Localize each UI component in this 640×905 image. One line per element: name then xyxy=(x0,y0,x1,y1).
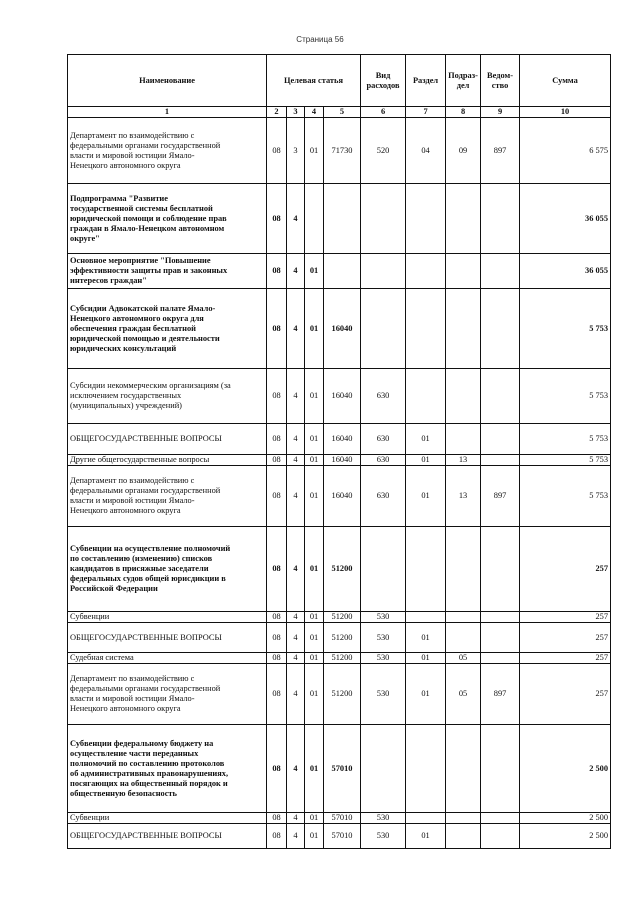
cell-sum: 257 xyxy=(520,623,611,653)
cell-target-direction: 16040 xyxy=(324,424,361,455)
cell-target-program: 08 xyxy=(267,725,287,813)
cell-target-measure: 01 xyxy=(305,118,324,184)
cell-target-subprogram: 4 xyxy=(287,424,305,455)
cell-department: 897 xyxy=(481,118,520,184)
table-row xyxy=(68,184,611,254)
cell-target-direction: 16040 xyxy=(324,466,361,527)
cell-sum: 2 500 xyxy=(520,813,611,824)
cell-section: 01 xyxy=(406,623,446,653)
cell-section xyxy=(406,527,446,612)
cell-name: Субвенции xyxy=(68,612,267,623)
cell-target-program: 08 xyxy=(267,289,287,369)
cell-expense-type xyxy=(361,289,406,369)
cell-target-direction: 51200 xyxy=(324,623,361,653)
cell-target-direction: 57010 xyxy=(324,813,361,824)
cell-name: Субсидии Адвокатской палате Ямало- Ненецкого автономного округа для обеспечения граждан бесплатной юридической помощью и деятельности юридических консультаций xyxy=(68,289,267,369)
cell-name: Департамент по взаимодействию с федеральными органами государственной власти и мировой юстиции Ямало- Ненецкого автономного округа xyxy=(68,118,267,184)
cell-subsection: 13 xyxy=(446,466,481,527)
cell-target-program: 08 xyxy=(267,813,287,824)
cell-subsection xyxy=(446,424,481,455)
table-row xyxy=(68,369,611,424)
cell-target-subprogram: 4 xyxy=(287,664,305,725)
cell-expense-type xyxy=(361,184,406,254)
cell-target-measure: 01 xyxy=(305,725,324,813)
budget-table xyxy=(67,54,611,849)
cell-target-subprogram: 4 xyxy=(287,813,305,824)
cell-department xyxy=(481,369,520,424)
cell-target-measure: 01 xyxy=(305,289,324,369)
cell-name: Другие общегосударственные вопросы xyxy=(68,455,267,466)
column-number: 3 xyxy=(287,107,305,118)
cell-subsection xyxy=(446,254,481,289)
cell-sum: 257 xyxy=(520,653,611,664)
cell-department xyxy=(481,289,520,369)
cell-target-subprogram: 4 xyxy=(287,289,305,369)
cell-section: 04 xyxy=(406,118,446,184)
cell-name: Департамент по взаимодействию с федеральными органами государственной власти и мировой юстиции Ямало- Ненецкого автономного округа xyxy=(68,664,267,725)
cell-sum: 257 xyxy=(520,612,611,623)
table-row xyxy=(68,466,611,527)
cell-target-direction: 16040 xyxy=(324,369,361,424)
cell-target-direction: 51200 xyxy=(324,653,361,664)
cell-target-direction xyxy=(324,184,361,254)
cell-department: 897 xyxy=(481,664,520,725)
cell-target-subprogram: 4 xyxy=(287,369,305,424)
column-number: 6 xyxy=(361,107,406,118)
cell-target-direction: 51200 xyxy=(324,664,361,725)
header-name: Наименование xyxy=(68,55,267,107)
table-row xyxy=(68,623,611,653)
cell-expense-type: 630 xyxy=(361,455,406,466)
header-target: Целевая статья xyxy=(267,55,361,107)
cell-section: 01 xyxy=(406,653,446,664)
cell-expense-type: 530 xyxy=(361,623,406,653)
column-number: 10 xyxy=(520,107,611,118)
cell-sum: 257 xyxy=(520,664,611,725)
cell-target-direction: 57010 xyxy=(324,725,361,813)
cell-sum: 257 xyxy=(520,527,611,612)
cell-expense-type: 630 xyxy=(361,424,406,455)
cell-target-program: 08 xyxy=(267,184,287,254)
page-number-label: Страница 56 xyxy=(296,35,344,44)
cell-target-measure: 01 xyxy=(305,466,324,527)
cell-subsection xyxy=(446,612,481,623)
cell-subsection xyxy=(446,527,481,612)
table-row xyxy=(68,664,611,725)
cell-expense-type xyxy=(361,725,406,813)
cell-target-program: 08 xyxy=(267,466,287,527)
cell-target-measure xyxy=(305,184,324,254)
cell-target-subprogram: 4 xyxy=(287,455,305,466)
cell-sum: 5 753 xyxy=(520,289,611,369)
cell-section xyxy=(406,612,446,623)
cell-expense-type: 530 xyxy=(361,612,406,623)
table-header-row xyxy=(68,55,611,107)
cell-target-measure: 01 xyxy=(305,813,324,824)
column-number: 5 xyxy=(324,107,361,118)
cell-sum: 5 753 xyxy=(520,369,611,424)
cell-target-direction: 16040 xyxy=(324,455,361,466)
cell-subsection xyxy=(446,813,481,824)
cell-subsection xyxy=(446,369,481,424)
cell-target-measure: 01 xyxy=(305,455,324,466)
table-row xyxy=(68,653,611,664)
cell-target-program: 08 xyxy=(267,369,287,424)
cell-section xyxy=(406,813,446,824)
cell-section xyxy=(406,289,446,369)
table-row xyxy=(68,118,611,184)
cell-name: Субсидии некоммерческим организациям (за исключением государственных (муниципальных) учреждений) xyxy=(68,369,267,424)
cell-target-direction: 71730 xyxy=(324,118,361,184)
cell-target-measure: 01 xyxy=(305,424,324,455)
cell-target-measure: 01 xyxy=(305,664,324,725)
cell-target-direction: 51200 xyxy=(324,612,361,623)
cell-target-measure: 01 xyxy=(305,612,324,623)
cell-expense-type xyxy=(361,527,406,612)
cell-target-subprogram: 4 xyxy=(287,824,305,849)
cell-target-measure: 01 xyxy=(305,824,324,849)
cell-name: ОБЩЕГОСУДАРСТВЕННЫЕ ВОПРОСЫ xyxy=(68,623,267,653)
cell-target-program: 08 xyxy=(267,455,287,466)
cell-subsection xyxy=(446,725,481,813)
cell-section xyxy=(406,725,446,813)
column-number: 7 xyxy=(406,107,446,118)
cell-target-measure: 01 xyxy=(305,254,324,289)
cell-section: 01 xyxy=(406,466,446,527)
cell-sum: 2 500 xyxy=(520,725,611,813)
cell-sum: 36 055 xyxy=(520,254,611,289)
table-row xyxy=(68,813,611,824)
cell-department xyxy=(481,623,520,653)
cell-subsection xyxy=(446,289,481,369)
cell-department xyxy=(481,653,520,664)
cell-section: 01 xyxy=(406,424,446,455)
cell-target-measure: 01 xyxy=(305,653,324,664)
cell-target-program: 08 xyxy=(267,623,287,653)
cell-subsection: 09 xyxy=(446,118,481,184)
cell-sum: 6 575 xyxy=(520,118,611,184)
column-number: 9 xyxy=(481,107,520,118)
cell-name: Подпрограмма "Развитие тосударственной системы бесплатной юридической помощи и соблюдение прав граждан в Ямало-Ненецком автономном округе" xyxy=(68,184,267,254)
cell-name: ОБЩЕГОСУДАРСТВЕННЫЕ ВОПРОСЫ xyxy=(68,824,267,849)
cell-expense-type: 630 xyxy=(361,466,406,527)
table-row xyxy=(68,455,611,466)
column-number: 4 xyxy=(305,107,324,118)
cell-target-measure: 01 xyxy=(305,527,324,612)
cell-target-direction: 57010 xyxy=(324,824,361,849)
cell-department xyxy=(481,824,520,849)
cell-target-direction: 16040 xyxy=(324,289,361,369)
cell-name: Судебная система xyxy=(68,653,267,664)
cell-department xyxy=(481,813,520,824)
cell-subsection: 05 xyxy=(446,664,481,725)
cell-target-subprogram: 4 xyxy=(287,254,305,289)
cell-sum: 5 753 xyxy=(520,455,611,466)
column-number: 8 xyxy=(446,107,481,118)
cell-name: Субвенции на осуществление полномочий по составлению (изменению) списков кандидатов в присяжные заседатели федеральных судов общей юрисдикции в Российской Федерации xyxy=(68,527,267,612)
cell-subsection xyxy=(446,184,481,254)
cell-expense-type xyxy=(361,254,406,289)
cell-department xyxy=(481,725,520,813)
table-row xyxy=(68,289,611,369)
column-number: 2 xyxy=(267,107,287,118)
cell-sum: 5 753 xyxy=(520,424,611,455)
header-vedomstvo: Ведом- ство xyxy=(481,55,520,107)
cell-section xyxy=(406,254,446,289)
column-number: 1 xyxy=(68,107,267,118)
table-row xyxy=(68,424,611,455)
cell-section: 01 xyxy=(406,455,446,466)
cell-section xyxy=(406,369,446,424)
cell-department: 897 xyxy=(481,466,520,527)
header-podrazdel: Подраз- дел xyxy=(446,55,481,107)
cell-sum: 2 500 xyxy=(520,824,611,849)
cell-target-subprogram: 3 xyxy=(287,118,305,184)
cell-name: Субвенции федеральному бюджету на осуществление части переданных полномочий по составлению протоколов об административных правонарушениях, посягающих на общественный порядок и общественную безопасность xyxy=(68,725,267,813)
cell-expense-type: 530 xyxy=(361,653,406,664)
cell-target-subprogram: 4 xyxy=(287,466,305,527)
cell-target-program: 08 xyxy=(267,527,287,612)
cell-target-program: 08 xyxy=(267,653,287,664)
table-body xyxy=(68,118,611,849)
column-number-row xyxy=(68,107,611,118)
cell-target-subprogram: 4 xyxy=(287,612,305,623)
table-row xyxy=(68,612,611,623)
cell-name: Департамент по взаимодействию с федеральными органами государственной власти и мировой юстиции Ямало- Ненецкого автономного округа xyxy=(68,466,267,527)
cell-target-subprogram: 4 xyxy=(287,623,305,653)
cell-expense-type: 630 xyxy=(361,369,406,424)
cell-target-subprogram: 4 xyxy=(287,184,305,254)
table-row xyxy=(68,824,611,849)
cell-target-measure: 01 xyxy=(305,369,324,424)
cell-department xyxy=(481,184,520,254)
cell-target-measure: 01 xyxy=(305,623,324,653)
cell-target-subprogram: 4 xyxy=(287,653,305,664)
cell-sum: 36 055 xyxy=(520,184,611,254)
cell-expense-type: 520 xyxy=(361,118,406,184)
cell-section xyxy=(406,184,446,254)
cell-expense-type: 530 xyxy=(361,813,406,824)
cell-department xyxy=(481,612,520,623)
header-vid: Вид расходов xyxy=(361,55,406,107)
cell-target-program: 08 xyxy=(267,664,287,725)
cell-name: ОБЩЕГОСУДАРСТВЕННЫЕ ВОПРОСЫ xyxy=(68,424,267,455)
cell-target-program: 08 xyxy=(267,254,287,289)
cell-name: Субвенции xyxy=(68,813,267,824)
cell-department xyxy=(481,424,520,455)
cell-name: Основное мероприятие "Повышение эффективности защиты прав и законных интересов граждан" xyxy=(68,254,267,289)
cell-department xyxy=(481,527,520,612)
cell-department xyxy=(481,254,520,289)
cell-target-subprogram: 4 xyxy=(287,725,305,813)
cell-section: 01 xyxy=(406,824,446,849)
cell-subsection: 05 xyxy=(446,653,481,664)
cell-subsection xyxy=(446,824,481,849)
table-row xyxy=(68,527,611,612)
cell-expense-type: 530 xyxy=(361,664,406,725)
cell-expense-type: 530 xyxy=(361,824,406,849)
cell-target-direction: 51200 xyxy=(324,527,361,612)
cell-subsection xyxy=(446,623,481,653)
cell-sum: 5 753 xyxy=(520,466,611,527)
cell-subsection: 13 xyxy=(446,455,481,466)
header-summa: Сумма xyxy=(520,55,611,107)
cell-target-program: 08 xyxy=(267,824,287,849)
table-row xyxy=(68,725,611,813)
cell-target-program: 08 xyxy=(267,118,287,184)
cell-department xyxy=(481,455,520,466)
cell-section: 01 xyxy=(406,664,446,725)
header-razdel: Раздел xyxy=(406,55,446,107)
cell-target-direction xyxy=(324,254,361,289)
cell-target-program: 08 xyxy=(267,424,287,455)
table-row xyxy=(68,254,611,289)
cell-target-subprogram: 4 xyxy=(287,527,305,612)
cell-target-program: 08 xyxy=(267,612,287,623)
